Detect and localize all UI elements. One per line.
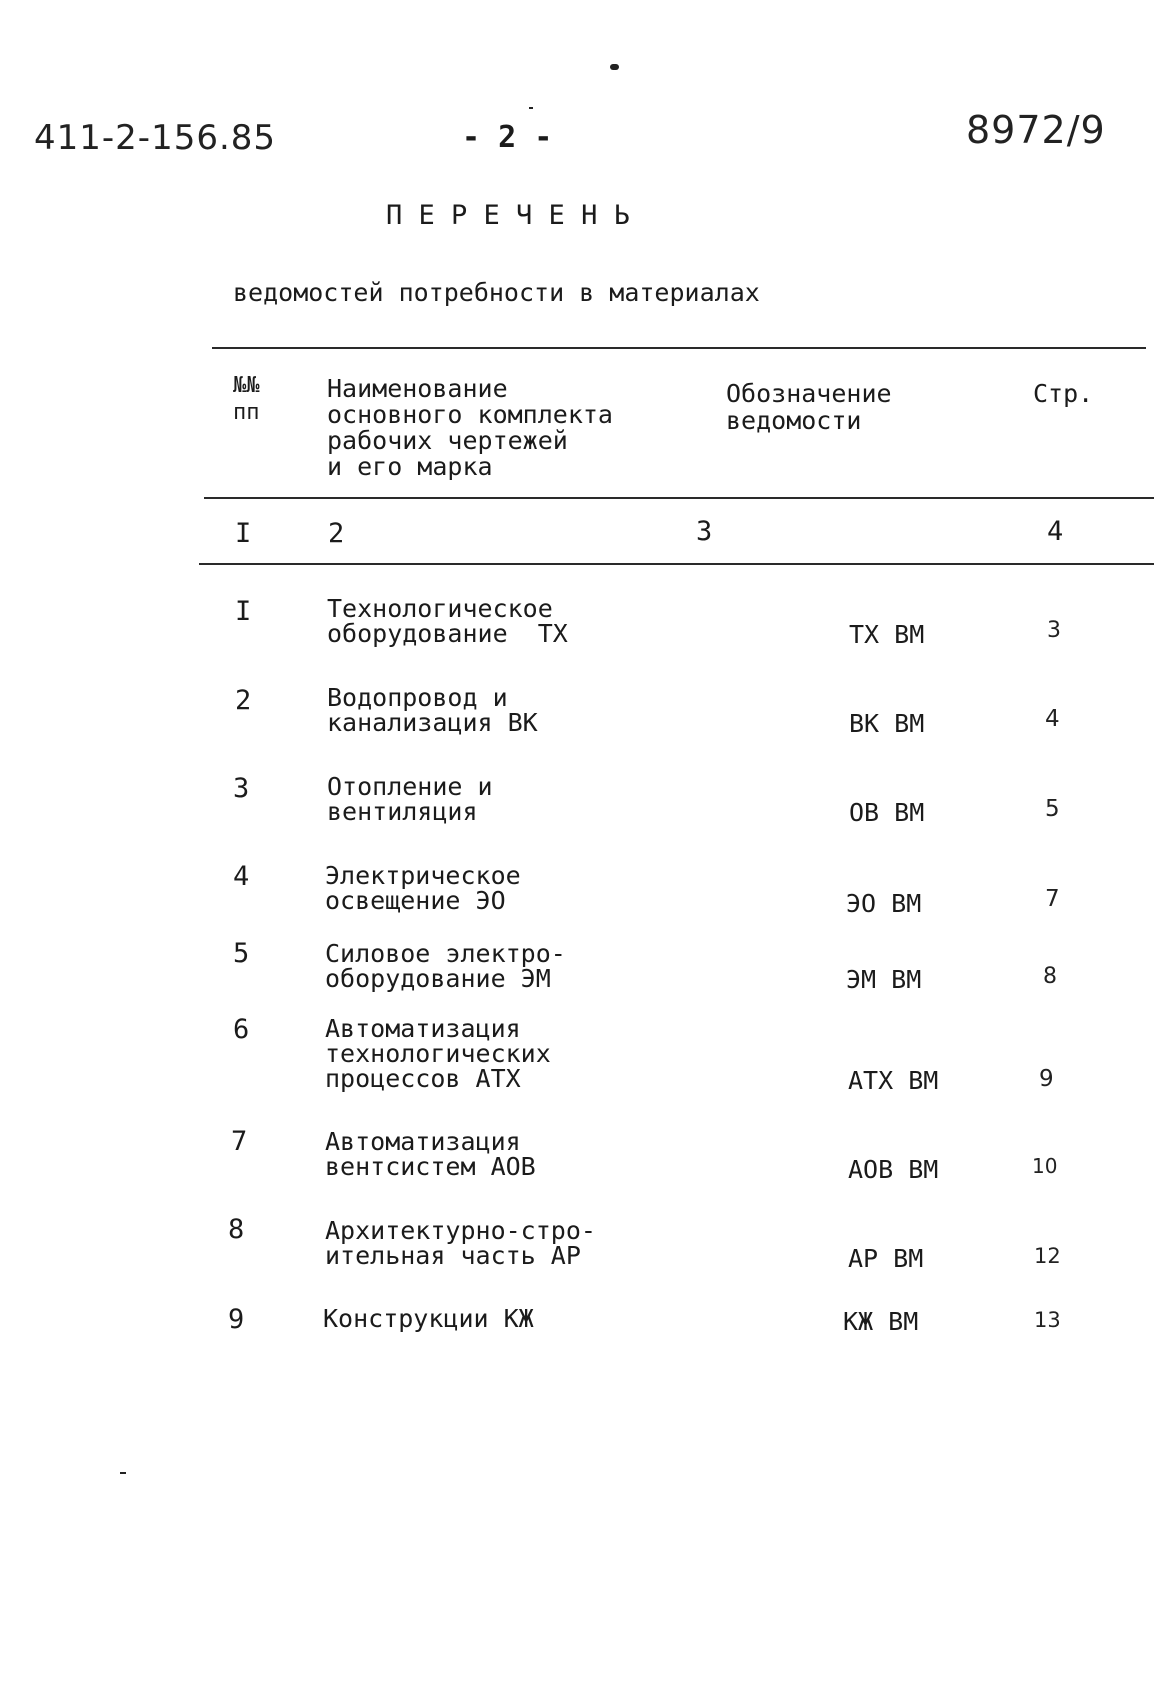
page-title: П Е Р Е Ч Е Н Ь [386,200,630,231]
column-number-1: I [235,518,252,549]
row-designation: ОВ ВМ [849,798,925,827]
row-number: 5 [233,938,250,969]
column-number-3: 3 [696,516,713,547]
column-number-4: 4 [1047,516,1064,547]
header-page-column: Стр. [1033,379,1094,408]
row-page: 10 [1032,1154,1058,1178]
table-top-rule [212,347,1146,349]
row-number: I [235,596,252,627]
table-numbers-rule [199,563,1154,565]
scan-speck [529,107,533,109]
row-number: 3 [233,773,250,804]
row-page: 8 [1043,964,1057,989]
row-name: Конструкции КЖ [323,1304,534,1333]
header-designation-column: Обозначение ведомости [726,379,892,435]
sheet-code: 8972/9 [966,108,1106,152]
row-designation: ТХ ВМ [849,620,925,649]
row-number: 9 [228,1304,245,1335]
row-number: 7 [231,1126,248,1157]
row-page: 7 [1045,886,1060,912]
row-page: 12 [1034,1244,1061,1268]
header-name-column: Наименование основного комплекта рабочих чертежей и его марка [327,374,613,481]
row-designation: АОВ ВМ [848,1155,939,1184]
row-number: 2 [235,685,252,716]
table-header-rule [204,497,1154,499]
row-name: Автоматизация технологических процессов АТХ [325,1014,551,1093]
row-name: Архитектурно-стро- ительная часть АР [325,1216,596,1270]
row-name: Электрическое освещение ЭО [325,861,521,915]
row-name: Автоматизация вентсистем АОВ [325,1127,536,1181]
row-page: 9 [1039,1066,1054,1092]
row-designation: КЖ ВМ [843,1307,919,1336]
row-name: Отопление и вентиляция [327,772,493,826]
row-page: 13 [1034,1308,1061,1332]
document-code: 411-2-156.85 [34,118,277,158]
row-number: 4 [233,861,250,892]
row-designation: ЭМ ВМ [846,965,922,994]
row-name: Силовое электро- оборудование ЭМ [325,939,566,993]
page-subtitle: ведомостей потребности в материалах [233,278,760,307]
row-name: Водопровод и канализация ВК [327,683,538,737]
row-designation: ЭО ВМ [846,889,922,918]
row-page: 4 [1045,706,1060,732]
row-page: 5 [1045,796,1060,822]
row-designation: АТХ ВМ [848,1066,939,1095]
scan-speck [610,64,619,70]
row-name: Технологическое оборудование ТХ [327,594,568,648]
row-page: 3 [1047,618,1061,643]
scan-speck [120,1472,126,1474]
column-number-2: 2 [328,518,345,549]
header-number-column: №№ пп [233,373,260,425]
page-number: - 2 - [462,120,553,155]
row-number: 6 [233,1014,250,1045]
row-number: 8 [228,1214,245,1245]
row-designation: ВК ВМ [849,709,925,738]
row-designation: АР ВМ [848,1244,924,1273]
